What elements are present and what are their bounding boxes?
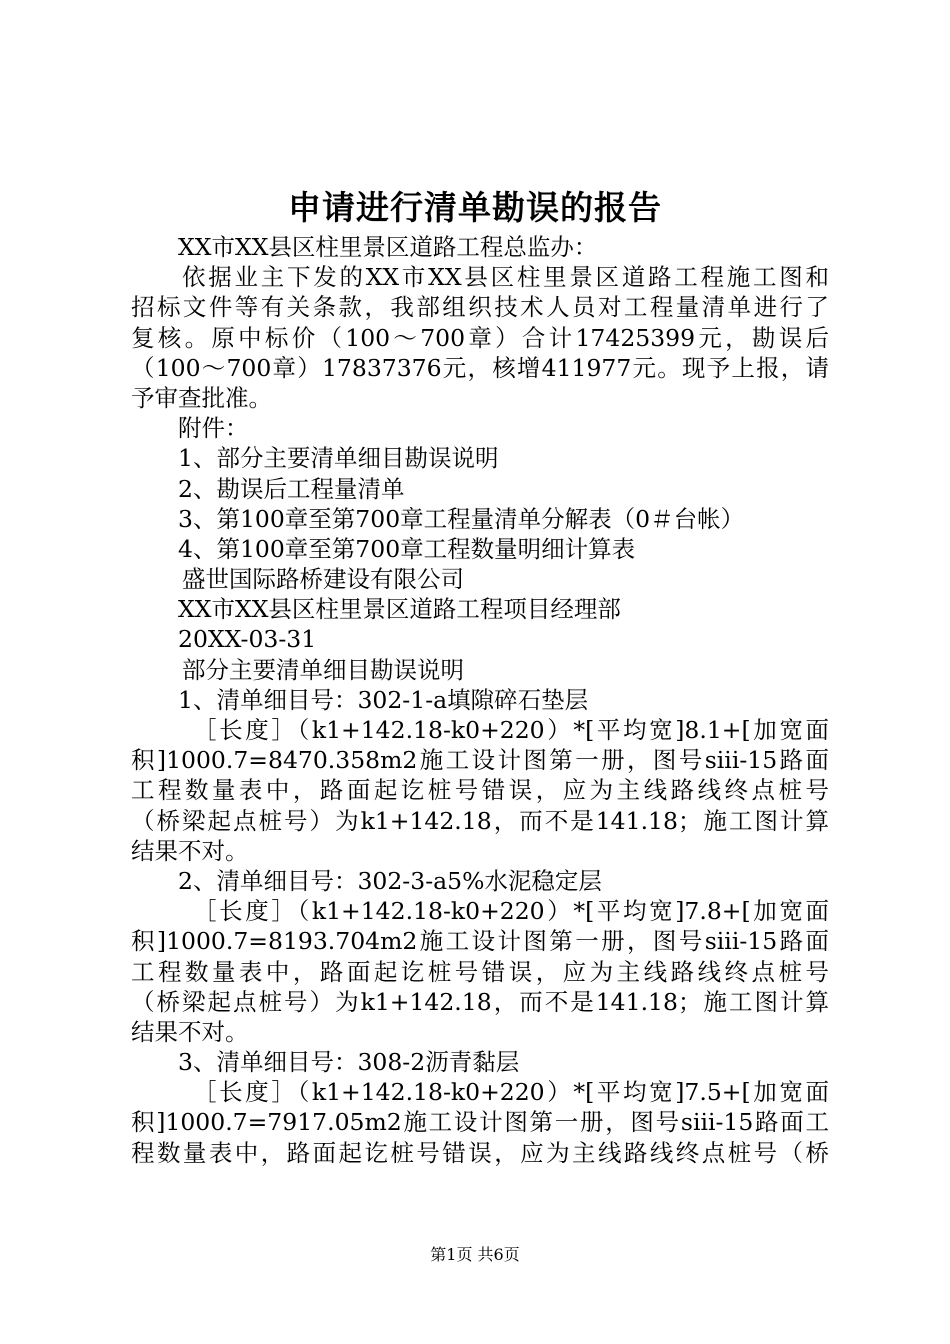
attachments-label: 附件： (178, 414, 249, 443)
item-line: 积]1000.7=8470.358m2施工设计图第一册，图号siii-15路面 (131, 746, 829, 775)
item-line: 工程数量表中，路面起讫桩号错误，应为主线路线终点桩号 (131, 776, 829, 805)
item-line: （桥梁起点桩号）为k1+142.18，而不是141.18；施工图计算 (131, 987, 829, 1016)
item-line: ［长度］（k1+142.18-k0+220）*[平均宽]8.1+[加宽面 (193, 716, 829, 744)
salutation: XX市XX县区柱里景区道路工程总监办： (178, 233, 598, 261)
item-line: 积]1000.7=8193.704m2施工设计图第一册，图号siii-15路面 (131, 927, 829, 956)
department-name: XX市XX县区柱里景区道路工程项目经理部 (178, 595, 621, 624)
item-line: ［长度］（k1+142.18-k0+220）*[平均宽]7.5+[加宽面 (193, 1078, 829, 1107)
intro-line: 予审查批准。 (131, 383, 272, 412)
attachment-item: 4、第100章至第700章工程数量明细计算表 (178, 534, 636, 563)
document-title: 申请进行清单勘误的报告 (288, 188, 662, 227)
item-line: 结果不对。 (131, 1017, 249, 1046)
item-line: 程数量表中，路面起讫桩号错误，应为主线路线终点桩号（桥 (131, 1138, 829, 1167)
intro-line: 复核。原中标价（100～700章）合计17425399元，勘误后 (131, 323, 829, 352)
document-date: 20XX-03-31 (178, 625, 317, 654)
item-line: 结果不对。 (131, 836, 249, 865)
attachment-item: 3、第100章至第700章工程量清单分解表（0＃台帐） (178, 504, 745, 533)
page-footer: 第1页 共6页 (430, 1245, 520, 1264)
item-line: 工程数量表中，路面起讫桩号错误，应为主线路线终点桩号 (131, 957, 829, 986)
intro-line: 依据业主下发的XX市XX县区柱里景区道路工程施工图和 (182, 263, 829, 292)
item-line: （桥梁起点桩号）为k1+142.18，而不是141.18；施工图计算 (131, 806, 829, 835)
attachment-item: 1、部分主要清单细目勘误说明 (178, 444, 499, 473)
company-name: 盛世国际路桥建设有限公司 (182, 565, 464, 594)
intro-line: 招标文件等有关条款，我部组织技术人员对工程量清单进行了 (131, 293, 829, 322)
item-heading: 2、清单细目号：302-3-a5%水泥稳定层 (178, 866, 602, 895)
document-body (131, 232, 829, 1168)
attachment-item: 2、勘误后工程量清单 (178, 474, 405, 503)
item-line: ［长度］（k1+142.18-k0+220）*[平均宽]7.8+[加宽面 (193, 897, 829, 926)
section-title: 部分主要清单细目勘误说明 (182, 655, 464, 684)
intro-line: （100～700章）17837376元，核增411977元。现予上报，请 (131, 353, 829, 382)
item-line: 积]1000.7=7917.05m2施工设计图第一册，图号siii-15路面工 (131, 1108, 829, 1137)
item-heading: 3、清单细目号：308-2沥青黏层 (178, 1048, 520, 1077)
item-heading: 1、清单细目号：302-1-a填隙碎石垫层 (178, 685, 589, 714)
